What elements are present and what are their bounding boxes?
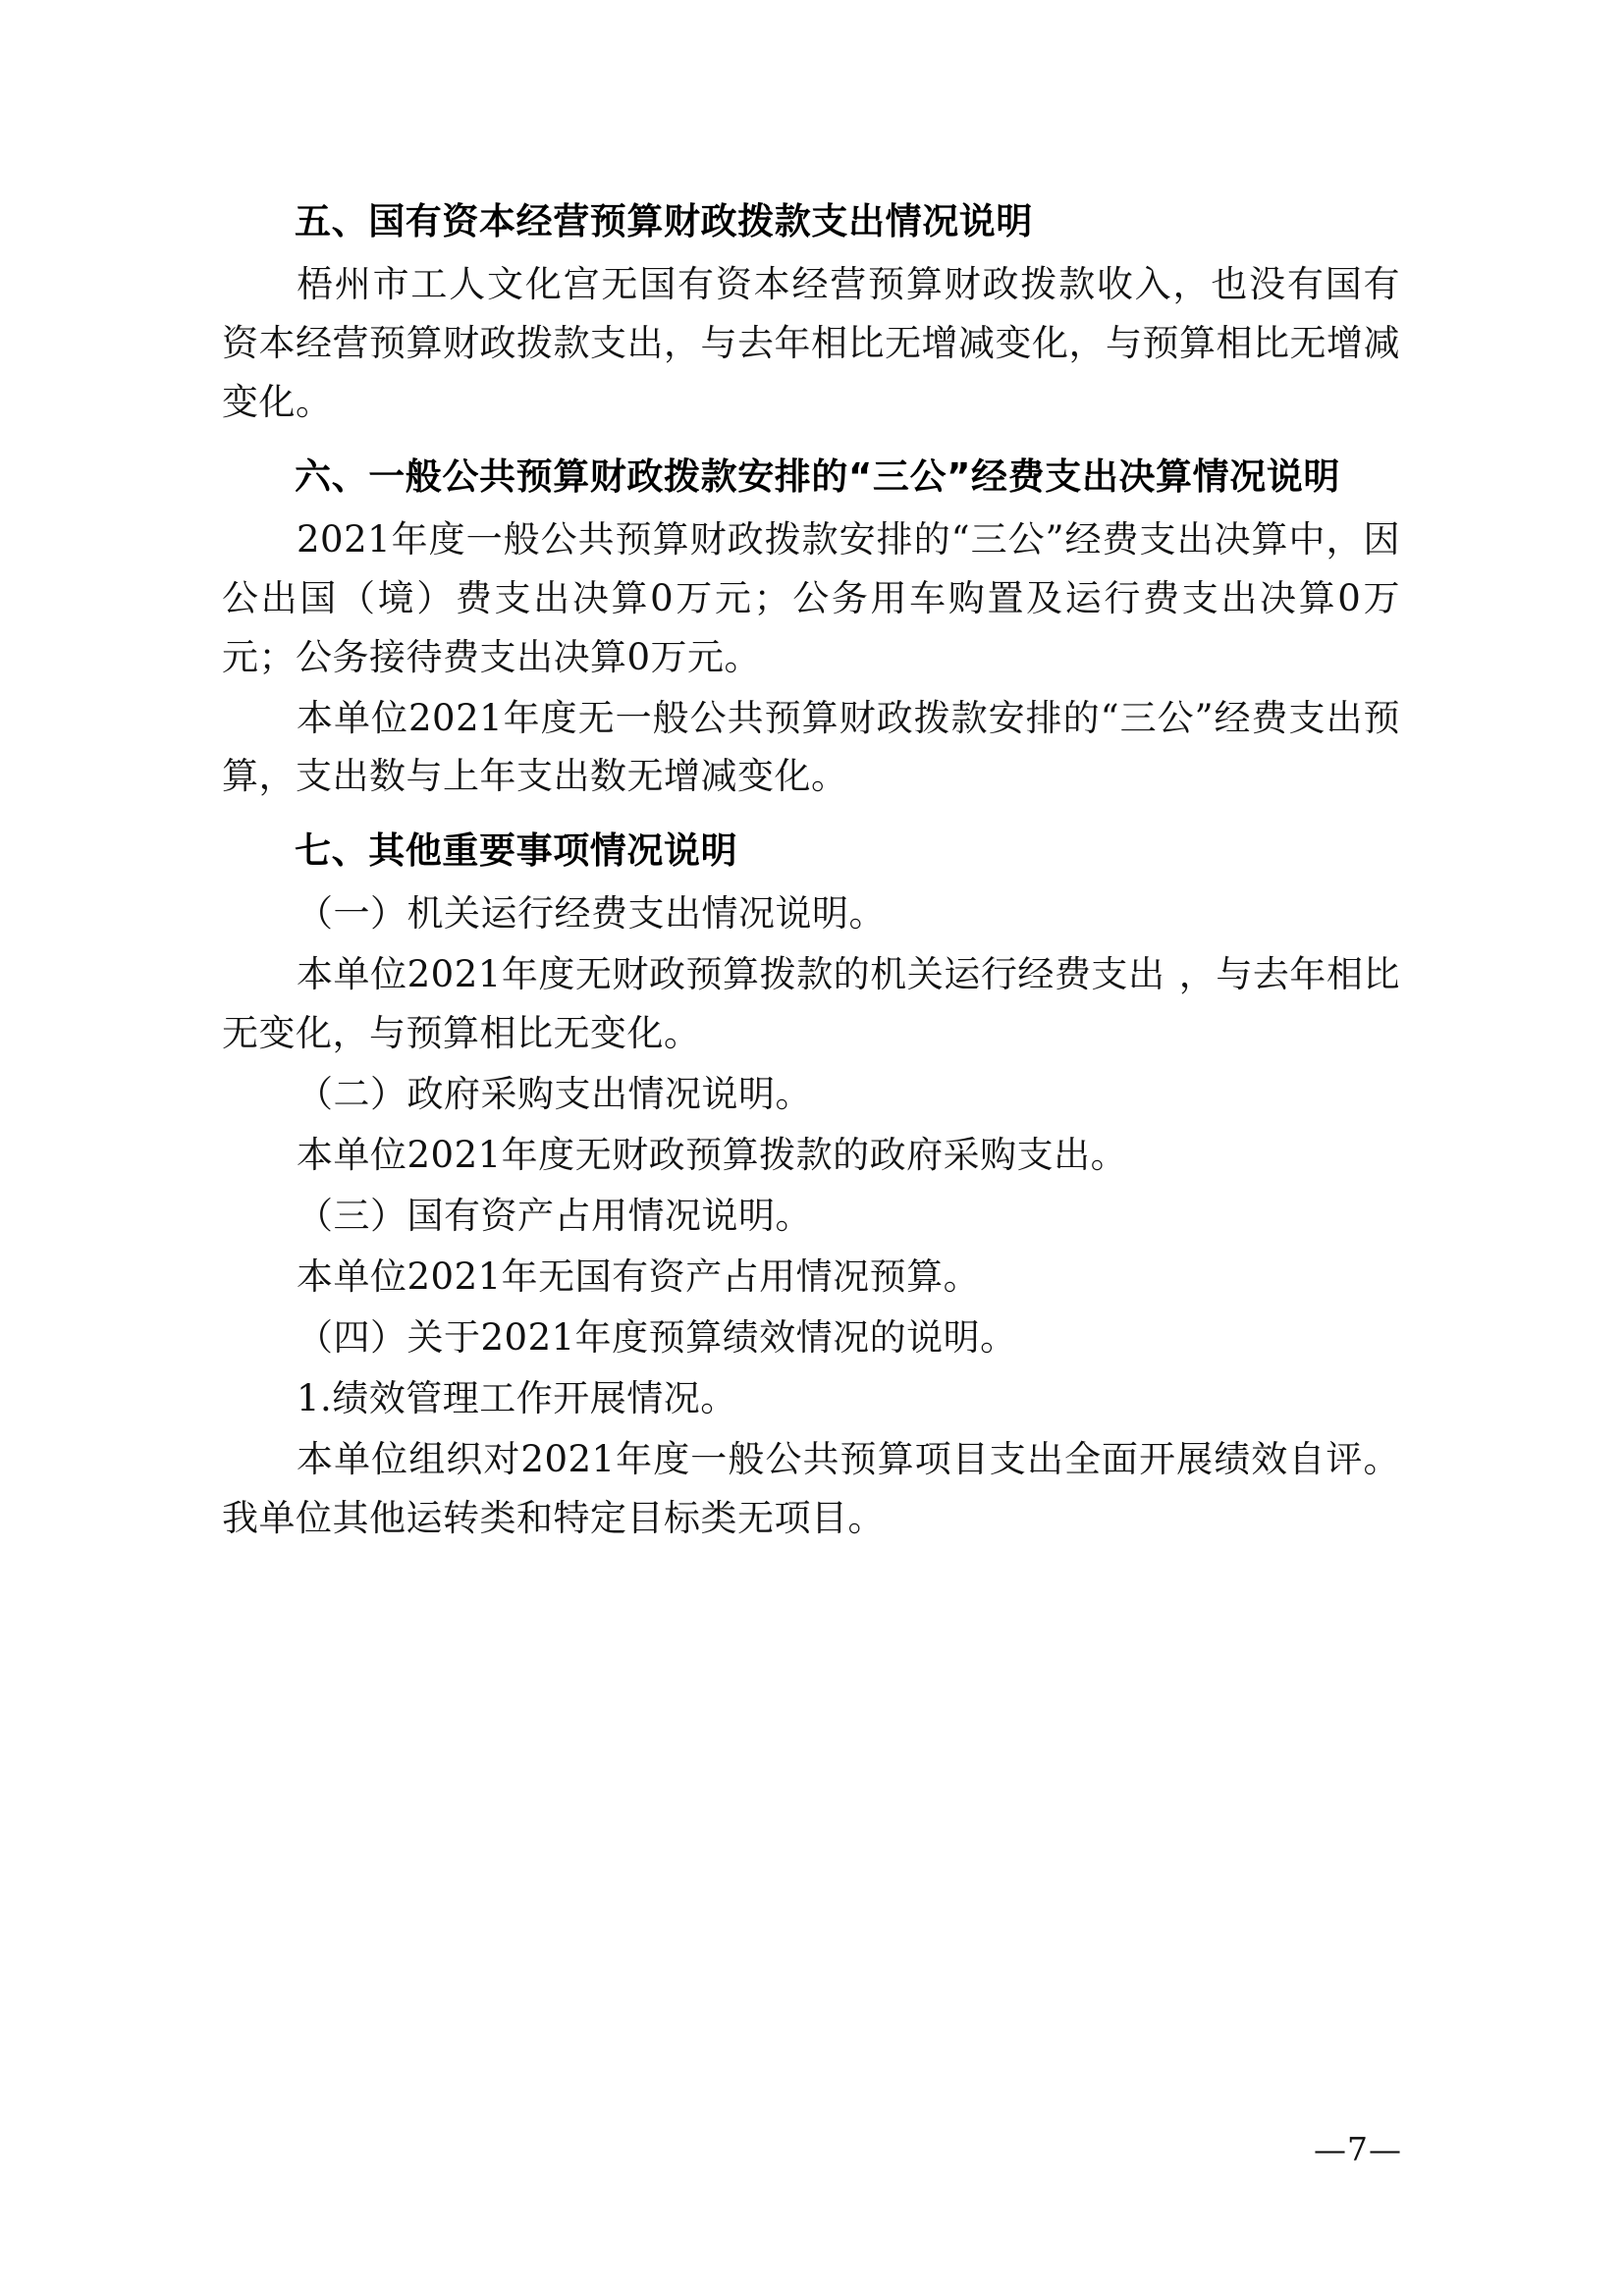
section-7-item-3-title: （三）国有资产占用情况说明。: [297, 1195, 812, 1237]
section-5: [222, 192, 1400, 432]
section-7-item-1-body: 本单位2021年度无财政预算拨款的机关运行经费支出 ，与去年相比无变化，与预算相比无变化。: [222, 953, 1400, 1055]
section-7-item-4-subtitle: 1.绩效管理工作开展情况。: [297, 1376, 737, 1419]
section-7-item-3-body: 本单位2021年无国有资产占用情况预算。: [297, 1255, 981, 1298]
section-5-heading: 五、国有资本经营预算财政拨款支出情况说明: [295, 200, 1033, 242]
section-7-item-1-title: （一）机关运行经费支出情况说明。: [297, 892, 886, 935]
page-number: —7—: [1314, 2130, 1402, 2168]
section-6-paragraph-1: 2021年度一般公共预算财政拨款安排的“三公”经费支出决算中，因公出国（境）费支出决算0万元；公务用车购置及运行费支出决算0万元；公务接待费支出决算0万元。: [222, 517, 1400, 678]
section-7: [222, 822, 1400, 1547]
section-7-item-2-body: 本单位2021年度无财政预算拨款的政府采购支出。: [297, 1134, 1128, 1177]
section-6-heading: 六、一般公共预算财政拨款安排的“三公”经费支出决算情况说明: [295, 454, 1341, 498]
section-6: [222, 448, 1400, 807]
section-6-paragraph-2: 本单位2021年度无一般公共预算财政拨款安排的“三公”经费支出预算，支出数与上年支出数无增减变化。: [222, 696, 1400, 798]
section-7-heading: 七、其他重要事项情况说明: [295, 829, 738, 873]
section-7-item-4-body: 本单位组织对2021年度一般公共预算项目支出全面开展绩效自评。我单位其他运转类和特定目标类无项目。: [222, 1437, 1400, 1539]
section-7-item-2-title: （二）政府采购支出情况说明。: [297, 1073, 812, 1116]
section-7-item-4-title: （四）关于2021年度预算绩效情况的说明。: [297, 1315, 1017, 1359]
section-5-paragraph-1: 梧州市工人文化宫无国有资本经营预算财政拨款收入，也没有国有资本经营预算财政拨款支出，与去年相比无增减变化，与预算相比无增减变化。: [222, 262, 1400, 423]
document-content: [222, 192, 1400, 1548]
